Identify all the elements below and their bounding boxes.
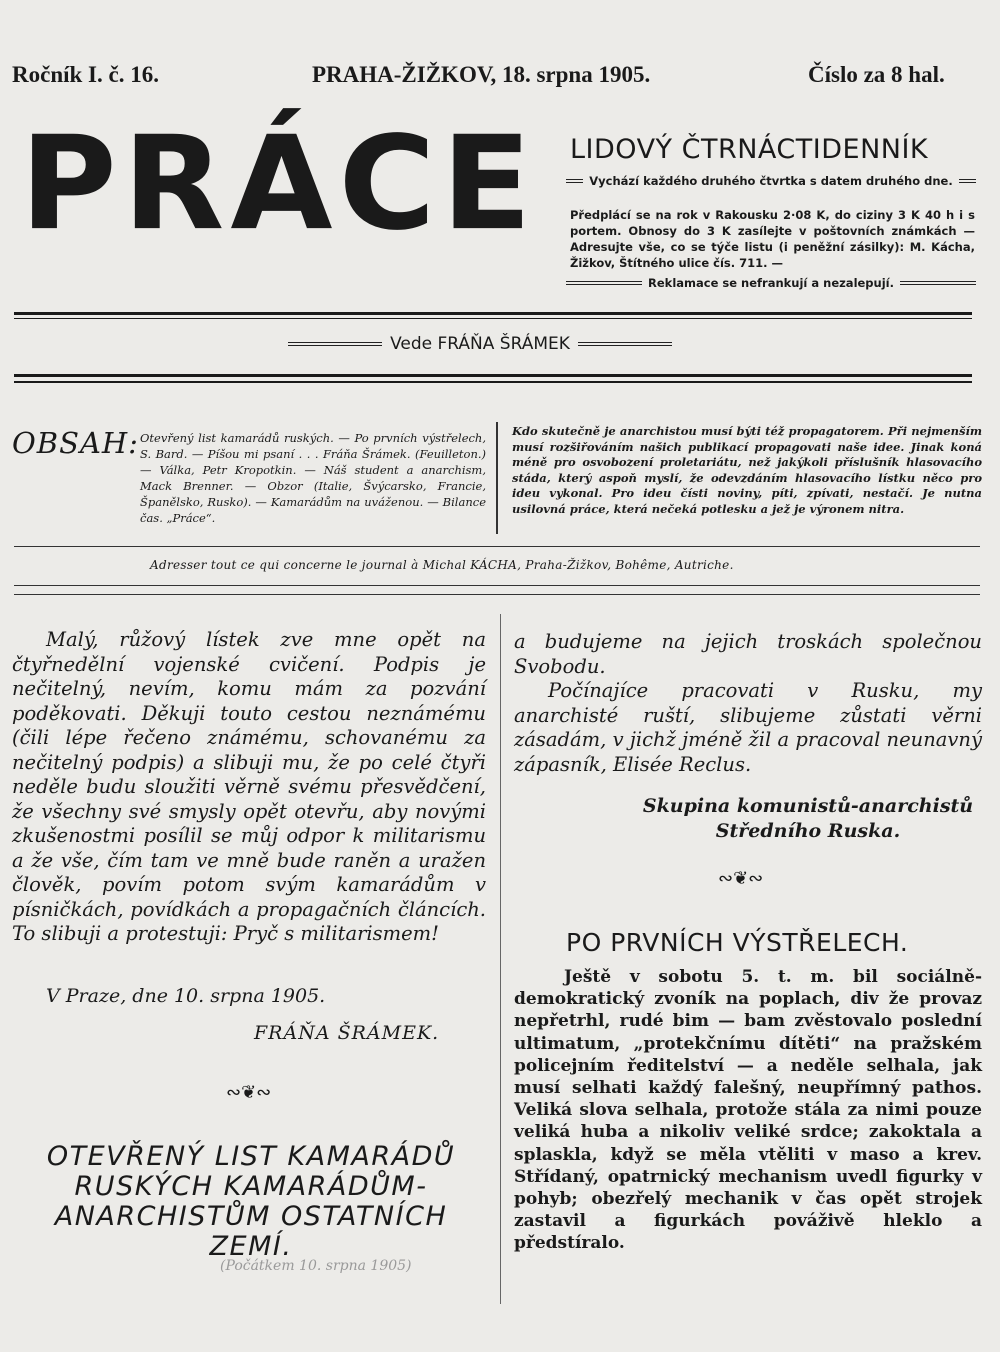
dateline: V Praze, dne 10. srpna 1905. — [46, 985, 326, 1007]
group-signature-line1: Skupina komunistů-anarchistů — [642, 795, 974, 817]
contents-label: OBSAH: — [12, 426, 139, 460]
section-rule — [14, 374, 972, 377]
address-rule-top — [14, 546, 980, 547]
motto-box: Kdo skutečně je anarchistou musí býti též propagatorem. Při nejmenším musí rozšiřováním našich publikací propagovati naše idee. Jinak koná méně pro osvobození proletariátu, než jakýkoli příslušník hlasovacího stáda, který aspoň myslí, že odevzdáním hlasovacího lístku něco pro ideu vykonal. Pro ideu čísti noviny, píti, zpívati, nestačí. Je nutna usilovná práce, která nečeká potlesku a jež je výronem nitra. — [512, 424, 982, 516]
masthead-rule-top — [14, 312, 972, 315]
masthead-rule-top-thin — [14, 318, 972, 319]
ornament-divider: ∾❦∾ — [226, 1082, 272, 1103]
address-rule-bottom — [14, 585, 980, 586]
address-rule-bottom-2 — [14, 594, 980, 595]
double-dash-left — [566, 281, 642, 285]
double-dash-right — [959, 179, 976, 183]
page-fade — [514, 1258, 982, 1288]
open-letter-heading: OTEVŘENÝ LIST KAMARÁDŮ RUSKÝCH KAMARÁDŮM-ANARCHISTŮM OSTATNÍCH ZEMÍ. — [46, 1141, 456, 1262]
right-column-text — [514, 630, 982, 777]
double-dash-left — [288, 342, 382, 346]
faded-subline: (Počátkem 10. srpna 1905) — [220, 1258, 412, 1274]
column-separator — [500, 614, 501, 1304]
issue-price: Číslo za 8 hal. — [808, 62, 945, 87]
group-signature — [514, 794, 982, 844]
reklamace-note: Reklamace se nefrankují a nezalepují. — [648, 276, 894, 290]
ornament-divider: ∾❦∾ — [718, 868, 764, 889]
double-dash-left — [566, 179, 583, 183]
article-heading: PO PRVNÍCH VÝSTŘELECH. — [566, 928, 909, 957]
author-signature: FRÁŇA ŠRÁMEK. — [254, 1022, 440, 1044]
left-column-text — [12, 628, 486, 947]
contents-separator — [496, 422, 498, 534]
editor-line — [288, 334, 672, 354]
article-text: Ještě v sobotu 5. t. m. bil sociálně-demokratický zvoník na poplach, div že provaz nepřetrhl, rudé bim — bam zvěstovalo poslední ultimatum, „protekčnímu dítěti“ na pražském policejním ředitelství — a neděle selhala, jak musí selhati každý falešný, neupřímný pathos. Veliká slova selhala, protože stála za nimi pouze veliká huba a nikoliv veliké srdce; zakoktala a splaskla, když se měla vtěliti v maso a krev. Střídaný, opatrnický mechanism uvedl figurky v pohyb; obezřelý mechanik v čas opět strojek zastavil a figurkách pováživě hleklo a předstíralo. — [514, 967, 982, 1254]
frequency-line — [566, 174, 976, 188]
masthead-subtitle: LIDOVÝ ČTRNÁCTIDENNÍK — [570, 134, 929, 165]
section-rule-thin — [14, 381, 972, 383]
group-signature-line2: Středního Ruska. — [715, 820, 901, 842]
volume-number: Ročník I. č. 16. — [12, 62, 159, 87]
double-dash-right — [900, 281, 976, 285]
contents-list: Otevřený list kamarádů ruských. — Po prvních výstřelech, S. Bard. — Píšou mi psaní . . . Fráňa Šrámek. (Feuilleton.) — Válka, Petr Kropotkin. — Náš student a anarchism, Mack Brenner. — Obzor (Italie, Švýcarsko, Francie, Španělsko, Rusko). — Kamarádům na uváženou. — Bilance čas. „Práce“. — [140, 431, 486, 525]
reklamace-line — [566, 276, 976, 290]
editorial-address: Adresser tout ce qui concerne le journal à Michal KÁCHA, Praha-Žižkov, Bohême, Autriche. — [150, 558, 734, 572]
letter-continuation: a budujeme na jejich troskách společnou Svobodu. — [514, 630, 982, 678]
frequency-note: Vychází každého druhého čtvrtka s datem druhého dne. — [589, 174, 953, 188]
editor-credit: Vede FRÁŇA ŠRÁMEK — [390, 334, 570, 354]
subscription-info: Předplácí se na rok v Rakousku 2·08 K, do ciziny 3 K 40 h i s portem. Obnosy do 3 K zasílejte v poštovních známkách — Adresujte vše, co se týče listu (i peněžní zásilky): M. Kácha, Žižkov, Štítného ulice čís. 711. — — [570, 208, 975, 270]
letter-paragraph: Počínajíce pracovati v Rusku, my anarchisté ruští, slibujeme zůstati věrni zásadám, v jichž jméně žil a pracoval neunavný zápasník, Elisée Reclus. — [514, 679, 982, 776]
place-and-date: PRAHA-ŽIŽKOV, 18. srpna 1905. — [312, 62, 651, 87]
double-dash-right — [578, 342, 672, 346]
masthead-title: PRÁCE — [20, 108, 538, 260]
feuilleton-paragraph: Malý, růžový lístek zve mne opět na čtyřnedělní vojenské cvičení. Podpis je nečitelný, nevím, komu mám za pozvání poděkovati. Děkuji touto cestou neznámému (čili lépe řečeno známému, schovanému za nečitelný podpis) a slibuji mu, že po celé čtyři neděle budu sloužiti věrně svému přesvědčení, že všechny své smysly opět otevřu, aby novými zkušenostmi posílil se můj odpor k militarismu a že vše, čím tam ve mně bude raněn a uražen člověk, povím potom svým kamarádům v písničkách, povídkách a propagačních článcích. To slibuji a protestuji: Pryč s militarismem! — [12, 628, 486, 945]
